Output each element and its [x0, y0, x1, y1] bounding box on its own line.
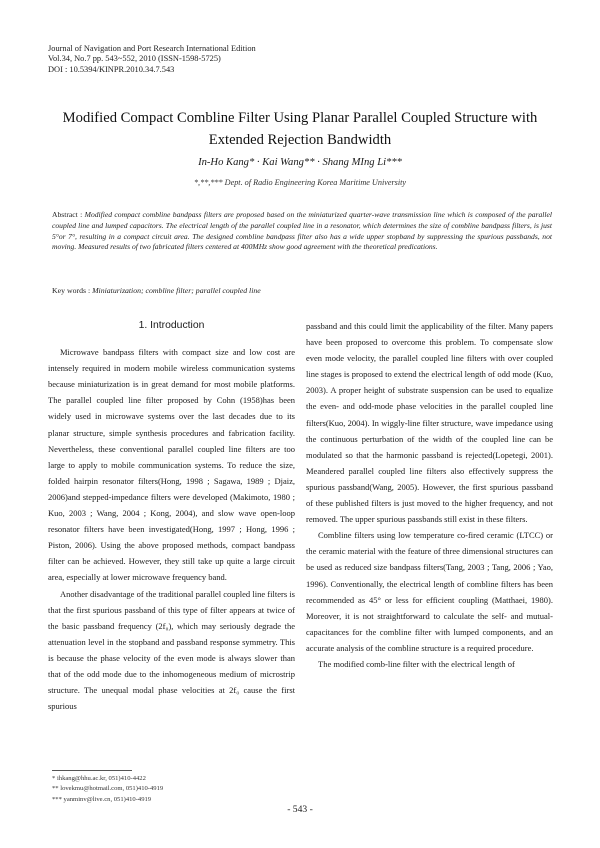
section-heading-introduction: 1. Introduction — [138, 320, 205, 331]
footnote: * ihkang@hhu.ac.kr, 051)410-4422 — [52, 775, 146, 782]
left-column — [48, 318, 295, 714]
abstract-text: Modified compact combline bandpass filters are proposed based on the miniaturized quarter-wave transmission line which is composed of the parallel coupled line and lumped capacitors. The electrical length of the parallel coupled line in a resonator, which determines the size of combline bandpass filters, is just 5°or 7°, resulting in a compact circuit area. The designed combline bandpass filter also has a wide upper stopband by suppressing the spurious passbands, not moving. Measured results of two fabricated filters centered at 400MHz show good agreement with the theoretical predications. — [52, 210, 553, 252]
footnote: ** lovekmu@hotmail.com, 051)410-4919 — [52, 785, 164, 793]
body-paragraph: Microwave bandpass filters with compact size and low cost are intensely required in modern mobile wireless communication systems because miniaturization is in great demand for most mobile platforms. The parallel coupled line filter proposed by Cohn (1958)has been widely used in microwave systems over the last decades due to its planar structure, simple synthesis procedures and fabrication facility. Nevertheless, these conventional parallel coupled line filters are too large to apply to mobile communication systems. To reduce the size, folded hairpin resonator filters(Hong, 1998 ; Sagawa, 1989 ; Djaiz, 2006)and stepped-impedance filters were developed (Makimoto, 1980 ; Kuo, 2003 ; Wang, 2004 ; Kong, 2004), and slow wave open-loop resonator filters have been investigated(Hong, 1997 ; Hong, 1996 ; Piston, 2006). Using the above proposed methods, compact bandpass filter can be achieved. However, they still take up quite a large circuit area, especially at lower microwave frequency band. — [48, 347, 295, 583]
author-list: In-Ho Kang* · Kai Wang** · Shang MIng Li*** — [198, 157, 402, 168]
keywords-text: Miniaturization; combline filter; parallel coupled line — [92, 286, 261, 295]
paper-title — [40, 107, 560, 151]
journal-name: Journal of Navigation and Port Research International Edition — [48, 44, 256, 53]
footnotes — [52, 774, 163, 805]
paper-title-line2: Extended Rejection Bandwidth — [208, 132, 392, 148]
journal-volume: Vol.34, No.7 pp. 543~552, 2010 (ISSN-1598-5725) — [48, 54, 221, 64]
abstract-label: Abstract : — [52, 210, 85, 219]
keywords — [52, 286, 261, 295]
footnote: *** yanminv@live.cn, 051)410-4919 — [52, 795, 152, 803]
body-paragraph: Combline filters using low temperature co-fired ceramic (LTCC) or the ceramic material with the feature of three dimensional structures can be used as reduced size bandpass filters(Tang, 2003 ; Tang, 2006 ; Yao, 1996). Conventionally, the electrical length of combline filters has been recommended as 45° or less for efficient coupling (Matthaei, 1980). Moreover, it is not straightforward to calculate the self- and mutual-capacitances for the combline filter with lumped components, and an accurate analysis of the combline structure is a required procedure. — [306, 530, 553, 653]
page-number: - 543 - — [287, 804, 313, 815]
affiliation: *,**,*** Dept. of Radio Engineering Korea Maritime University — [193, 178, 407, 187]
journal-header — [48, 44, 256, 75]
right-column — [306, 318, 553, 672]
keywords-label: Key words : — [52, 286, 93, 295]
footnote-divider — [52, 770, 132, 771]
body-paragraph: The modified comb-line filter with the electrical length of — [318, 658, 515, 669]
journal-doi: DOI : 10.5394/KINPR.2010.34.7.543 — [48, 64, 175, 74]
abstract — [52, 210, 552, 253]
body-paragraph: passband and this could limit the applicability of the filter. Many papers have been proposed to overcome this problem. To compensate slow even mode velocity, the parallel coupled line filters with over coupled line stages is proposed to extend the electrical length of odd mode (Kuo, 2003). A proper height of substrate suspension can be used to equalize the even- and odd-mode phase velocities in the parallel coupled line filters(Kuo, 2004). In wiggly-line filter structure, wave impedance using the continuous perturbation of the width of the coupled line can be modulated so that the harmonic passband is rejected(Lopetegi, 2001). Meandered parallel coupled line filters also effectively suppress the spurious passband(Wang, 2005). However, the first spurious passband of these published filters is just moved to the higher frequency, and not removed. The upper spurious passbands still exist in these filters. — [306, 321, 553, 525]
body-paragraph: Another disadvantage of the traditional parallel coupled line filters is that the first spurious passband of this type of filter appears at twice of the basic passband frequency (2f₀), which may seriously degrade the attenuation level in the stopband and passband response symmetry. This is because the phase velocity of the even mode is always slower than that of the odd mode due to the inhomogeneous medium of microstrip structure. The unequal modal phase velocities at 2f₀ cause the first spurious — [48, 588, 295, 712]
paper-title-line1: Modified Compact Combline Filter Using Planar Parallel Coupled Structure with — [62, 110, 538, 126]
